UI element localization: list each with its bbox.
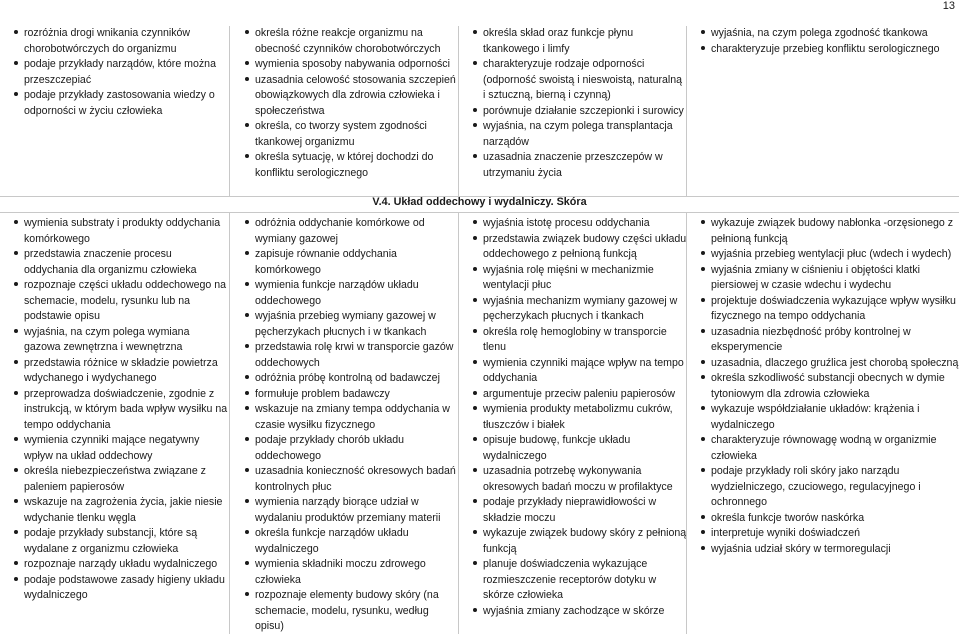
list-item: określa, co tworzy system zgodności tkankowej organizmu (245, 119, 459, 150)
column-divider (686, 212, 687, 634)
list-item: uzasadnia znaczenie przeszczepów w utrzymaniu życia (473, 150, 687, 181)
bullet-list (459, 216, 687, 619)
list-item: wykazuje współdziałanie układów: krążenia i wydalniczego (701, 402, 959, 433)
list-item: uzasadnia niezbędność próby kontrolnej w eksperymencie (701, 325, 959, 356)
top-column-4 (687, 26, 959, 196)
bottom-column-4 (687, 216, 959, 634)
list-item: podaje przykłady substancji, które są wydalane z organizmu człowieka (14, 526, 228, 557)
row-divider (0, 212, 959, 213)
list-item: wykazuje związek budowy skóry z pełnioną funkcją (473, 526, 687, 557)
bullet-list (231, 26, 459, 181)
list-item: uzasadnia konieczność okresowych badań kontrolnych płuc (245, 464, 459, 495)
list-item: określa sytuację, w której dochodzi do konfliktu serologicznego (245, 150, 459, 181)
top-column-2 (231, 26, 459, 196)
list-item: wyjaśnia rolę mięśni w mechanizmie wentylacji płuc (473, 263, 687, 294)
list-item: odróżnia próbę kontrolną od badawczej (245, 371, 459, 387)
list-item: projektuje doświadczenia wykazujące wpływ wysiłku fizycznego na tempo oddychania (701, 294, 959, 325)
list-item: charakteryzuje przebieg konfliktu serologicznego (701, 42, 959, 58)
list-item: przedstawia związek budowy części układu oddechowego z pełnioną funkcją (473, 232, 687, 263)
list-item: wymienia czynniki mające wpływ na tempo oddychania (473, 356, 687, 387)
list-item: określa funkcje narządów układu wydalniczego (245, 526, 459, 557)
bullet-list (687, 216, 959, 557)
list-item: wymienia substraty i produkty oddychania komórkowego (14, 216, 228, 247)
list-item: uzasadnia, dlaczego gruźlica jest chorobą społeczną (701, 356, 959, 372)
list-item: podaje przykłady roli skóry jako narządu wydzielniczego, czuciowego, regulacyjnego i ochronnego (701, 464, 959, 511)
column-divider (229, 212, 230, 634)
list-item: zapisuje równanie oddychania komórkowego (245, 247, 459, 278)
list-item: odróżnia oddychanie komórkowe od wymiany gazowej (245, 216, 459, 247)
list-item: argumentuje przeciw paleniu papierosów (473, 387, 687, 403)
page-number: 13 (942, 0, 955, 12)
list-item: podaje przykłady narządów, które można przeszczepiać (14, 57, 228, 88)
list-item: interpretuje wyniki doświadczeń (701, 526, 959, 542)
respiratory-row (0, 216, 959, 634)
top-column-3 (459, 26, 687, 196)
list-item: wymienia czynniki mające negatywny wpływ na układ oddechowy (14, 433, 228, 464)
bullet-list (231, 216, 459, 634)
list-item: wymienia produkty metabolizmu cukrów, tłuszczów i białek (473, 402, 687, 433)
bullet-list (0, 26, 228, 119)
list-item: wyjaśnia udział skóry w termoregulacji (701, 542, 959, 558)
list-item: wyjaśnia, na czym polega transplantacja narządów (473, 119, 687, 150)
list-item: przedstawia znaczenie procesu oddychania dla organizmu człowieka (14, 247, 228, 278)
list-item: podaje przykłady nieprawidłowości w składzie moczu (473, 495, 687, 526)
list-item: określa niebezpieczeństwa związane z paleniem papierosów (14, 464, 228, 495)
list-item: charakteryzuje równowagę wodną w organizmie człowieka (701, 433, 959, 464)
bottom-column-2 (231, 216, 459, 634)
list-item: podaje przykłady zastosowania wiedzy o odporności w życiu człowieka (14, 88, 228, 119)
list-item: przeprowadza doświadczenie, zgodnie z instrukcją, w którym bada wpływ wysiłku na tempo oddychania (14, 387, 228, 434)
list-item: rozpoznaje części układu oddechowego na schemacie, modelu, rysunku lub na podstawie opisu (14, 278, 228, 325)
list-item: wskazuje na zmiany tempa oddychania w czasie wysiłku fizycznego (245, 402, 459, 433)
list-item: określa różne reakcje organizmu na obecność czynników chorobotwórczych (245, 26, 459, 57)
list-item: wyjaśnia zmiany w ciśnieniu i objętości klatki piersiowej w czasie wdechu i wydechu (701, 263, 959, 294)
list-item: rozróżnia drogi wnikania czynników chorobotwórczych do organizmu (14, 26, 228, 57)
column-divider (458, 212, 459, 634)
bullet-list (687, 26, 959, 57)
list-item: wymienia sposoby nabywania odporności (245, 57, 459, 73)
list-item: określa szkodliwość substancji obecnych w dymie tytoniowym dla zdrowia człowieka (701, 371, 959, 402)
bullet-list (459, 26, 687, 181)
list-item: wyjaśnia przebieg wentylacji płuc (wdech i wydech) (701, 247, 959, 263)
list-item: wyjaśnia zmiany zachodzące w skórze (473, 604, 687, 620)
list-item: przedstawia rolę krwi w transporcie gazów oddechowych (245, 340, 459, 371)
bullet-list (0, 216, 228, 604)
list-item: rozpoznaje narządy układu wydalniczego (14, 557, 228, 573)
curriculum-table (0, 26, 959, 634)
bottom-column-1 (0, 216, 228, 634)
list-item: przedstawia różnice w składzie powietrza wdychanego i wydychanego (14, 356, 228, 387)
list-item: wymienia narządy biorące udział w wydalaniu produktów przemiany materii (245, 495, 459, 526)
top-column-1 (0, 26, 228, 196)
list-item: uzasadnia celowość stosowania szczepień obowiązkowych dla zdrowia człowieka i społeczeństwa (245, 73, 459, 120)
list-item: porównuje działanie szczepionki i surowicy (473, 104, 687, 120)
immunity-row (0, 26, 959, 196)
list-item: określa skład oraz funkcje płynu tkankowego i limfy (473, 26, 687, 57)
list-item: formułuje problem badawczy (245, 387, 459, 403)
list-item: charakteryzuje rodzaje odporności (odporność swoistą i nieswoistą, naturalną i sztuczną, bierną i czynną) (473, 57, 687, 104)
list-item: wymienia funkcje narządów układu oddechowego (245, 278, 459, 309)
list-item: wyjaśnia, na czym polega zgodność tkankowa (701, 26, 959, 42)
bottom-column-3 (459, 216, 687, 634)
column-divider (458, 26, 459, 196)
list-item: podaje podstawowe zasady higieny układu wydalniczego (14, 573, 228, 604)
list-item: wyjaśnia mechanizm wymiany gazowej w pęcherzykach płucnych i tkankach (473, 294, 687, 325)
list-item: podaje przykłady chorób układu oddechowego (245, 433, 459, 464)
section-heading: V.4. Układ oddechowy i wydalniczy. Skóra (372, 196, 587, 208)
list-item: wymienia składniki moczu zdrowego człowieka (245, 557, 459, 588)
list-item: wyjaśnia przebieg wymiany gazowej w pęcherzykach płucnych i w tkankach (245, 309, 459, 340)
list-item: opisuje budowę, funkcje układu wydalniczego (473, 433, 687, 464)
list-item: wyjaśnia, na czym polega wymiana gazowa zewnętrzna i wewnętrzna (14, 325, 228, 356)
column-divider (686, 26, 687, 196)
list-item: określa rolę hemoglobiny w transporcie tlenu (473, 325, 687, 356)
column-divider (229, 26, 230, 196)
list-item: wyjaśnia istotę procesu oddychania (473, 216, 687, 232)
list-item: rozpoznaje elementy budowy skóry (na schemacie, modelu, rysunku, według opisu) (245, 588, 459, 634)
list-item: planuje doświadczenia wykazujące rozmieszczenie receptorów dotyku w skórze człowieka (473, 557, 687, 604)
list-item: wskazuje na zagrożenia życia, jakie niesie wdychanie tlenku węgla (14, 495, 228, 526)
list-item: wykazuje związek budowy nabłonka -orzęsionego z pełnioną funkcją (701, 216, 959, 247)
list-item: określa funkcje tworów naskórka (701, 511, 959, 527)
list-item: uzasadnia potrzebę wykonywania okresowych badań moczu w profilaktyce (473, 464, 687, 495)
